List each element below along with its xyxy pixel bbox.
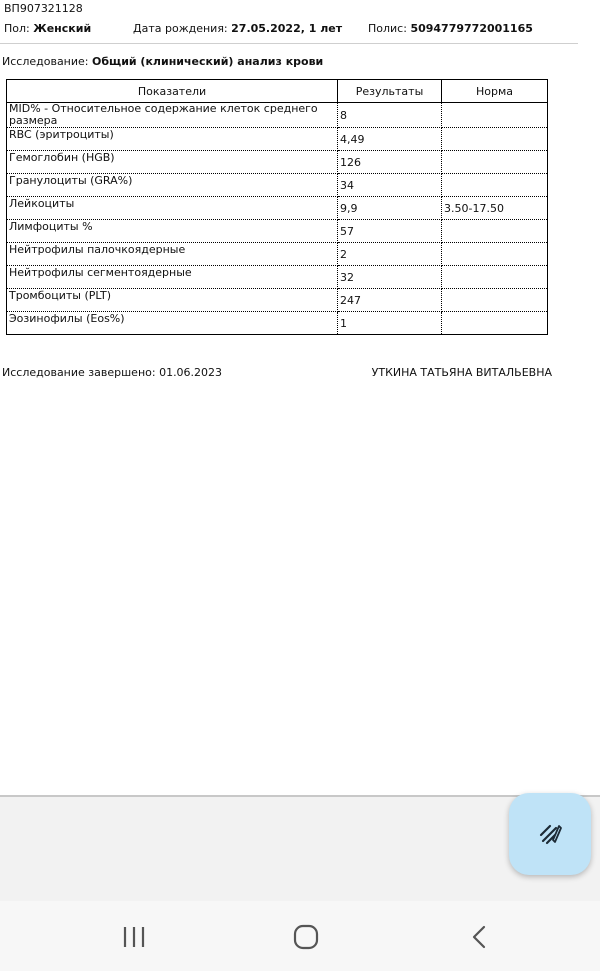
row-norm bbox=[442, 151, 548, 174]
recent-apps-button[interactable] bbox=[104, 915, 164, 959]
row-result: 32 bbox=[338, 266, 442, 289]
header-divider bbox=[0, 43, 578, 44]
row-name: Нейтрофилы палочкоядерные bbox=[7, 243, 338, 266]
table-row bbox=[7, 266, 548, 289]
row-norm bbox=[442, 289, 548, 312]
gender-label: Пол: bbox=[4, 22, 30, 35]
row-name: Лейкоциты bbox=[7, 197, 338, 220]
row-norm bbox=[442, 128, 548, 151]
completion-date: Исследование завершено: 01.06.2023 bbox=[2, 366, 223, 379]
birth-label: Дата рождения: bbox=[133, 22, 228, 35]
policy-info bbox=[368, 22, 533, 35]
table-row bbox=[7, 128, 548, 151]
edit-fab-button[interactable] bbox=[509, 793, 591, 875]
patient-meta-row bbox=[4, 22, 580, 35]
header-results: Результаты bbox=[338, 80, 442, 103]
table-row bbox=[7, 103, 548, 128]
row-name: Тромбоциты (PLT) bbox=[7, 289, 338, 312]
birth-value: 27.05.2022, 1 лет bbox=[231, 22, 343, 35]
row-result: 1 bbox=[338, 312, 442, 335]
recent-apps-icon bbox=[121, 924, 147, 950]
policy-value: 5094779772001165 bbox=[410, 22, 533, 35]
back-icon bbox=[468, 924, 492, 950]
row-result: 126 bbox=[338, 151, 442, 174]
header-norm: Норма bbox=[442, 80, 548, 103]
row-name: MID% - Относительное содержание клеток среднего размера bbox=[7, 103, 338, 128]
table-row bbox=[7, 151, 548, 174]
row-name: RBC (эритроциты) bbox=[7, 128, 338, 151]
policy-label: Полис: bbox=[368, 22, 407, 35]
row-norm bbox=[442, 243, 548, 266]
table-row bbox=[7, 312, 548, 335]
birthdate-info bbox=[133, 22, 368, 35]
row-result: 2 bbox=[338, 243, 442, 266]
header-indicators: Показатели bbox=[7, 80, 338, 103]
row-result: 8 bbox=[338, 103, 442, 128]
record-id: ВП907321128 bbox=[4, 2, 83, 15]
home-button[interactable] bbox=[276, 915, 336, 959]
row-name: Гранулоциты (GRA%) bbox=[7, 174, 338, 197]
table-row bbox=[7, 220, 548, 243]
row-name: Лимфоциты % bbox=[7, 220, 338, 243]
results-table bbox=[6, 79, 548, 335]
system-navigation-bar bbox=[0, 901, 600, 971]
table-row bbox=[7, 289, 548, 312]
doctor-name: УТКИНА ТАТЬЯНА ВИТАЛЬЕВНА bbox=[371, 366, 552, 379]
row-result: 9,9 bbox=[338, 197, 442, 220]
row-result: 247 bbox=[338, 289, 442, 312]
row-name: Нейтрофилы сегментоядерные bbox=[7, 266, 338, 289]
table-header-row bbox=[7, 80, 548, 103]
gender-info bbox=[4, 22, 133, 35]
gender-value: Женский bbox=[33, 22, 92, 35]
row-result: 34 bbox=[338, 174, 442, 197]
home-icon bbox=[292, 923, 320, 951]
row-result: 57 bbox=[338, 220, 442, 243]
edit-draw-icon bbox=[535, 819, 565, 849]
row-name: Гемоглобин (HGB) bbox=[7, 151, 338, 174]
row-norm bbox=[442, 312, 548, 335]
study-value: Общий (клинический) анализ крови bbox=[92, 55, 324, 68]
row-name: Эозинофилы (Eos%) bbox=[7, 312, 338, 335]
row-norm bbox=[442, 220, 548, 243]
row-result: 4,49 bbox=[338, 128, 442, 151]
table-row bbox=[7, 243, 548, 266]
row-norm bbox=[442, 266, 548, 289]
table-row bbox=[7, 197, 548, 220]
back-button[interactable] bbox=[450, 915, 510, 959]
table-row bbox=[7, 174, 548, 197]
row-norm bbox=[442, 103, 548, 128]
row-norm: 3.50-17.50 bbox=[442, 197, 548, 220]
row-norm bbox=[442, 174, 548, 197]
study-title bbox=[2, 55, 323, 68]
study-label: Исследование: bbox=[2, 55, 89, 68]
